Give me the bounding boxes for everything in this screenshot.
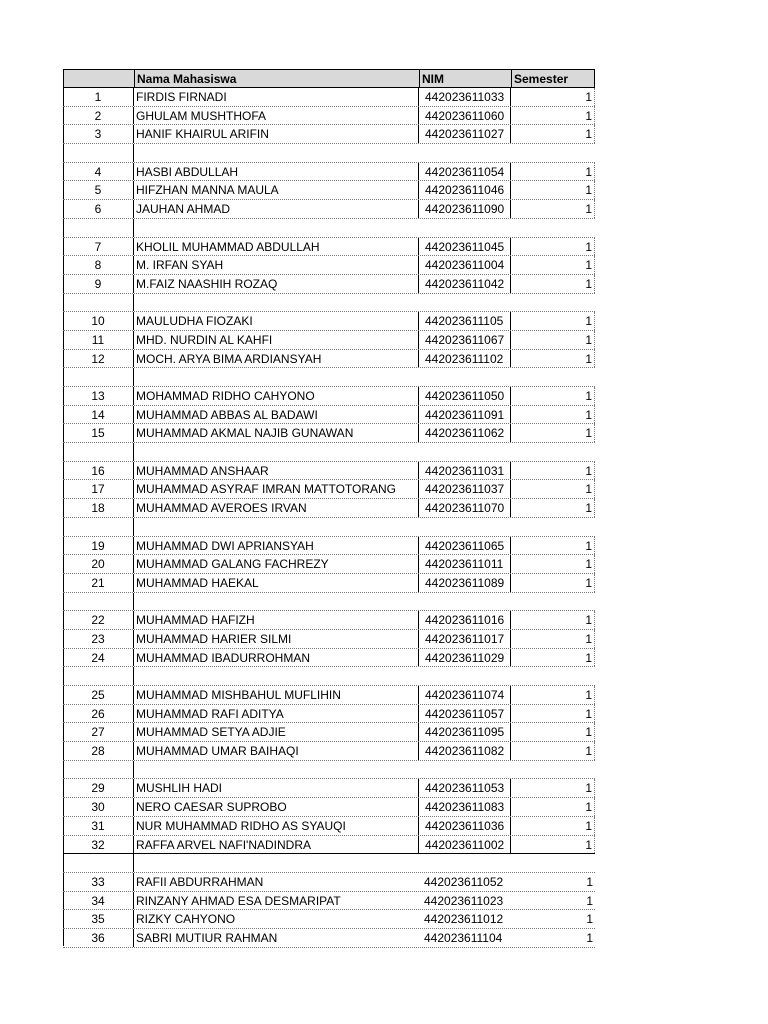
table-row [63,910,595,929]
student-name: MOCH. ARYA BIMA ARDIANSYAH [133,350,418,368]
row-number: 26 [91,706,105,721]
student-nim [418,368,510,386]
student-semester: 1 [510,742,595,760]
row-number: 29 [91,781,105,796]
row-number: 36 [91,930,105,945]
student-semester: 1 [510,555,595,573]
student-nim: 442023611083 [418,798,510,816]
student-name: MUHAMMAD HAEKAL [133,574,418,592]
student-nim: 442023611029 [418,649,510,667]
table-row [63,312,595,331]
student-nim: 442023611082 [418,742,510,760]
student-nim: 442023611033 [418,88,510,106]
table-spacer-row [63,443,595,462]
row-number: 5 [94,183,102,198]
row-number [63,667,133,685]
student-nim: 442023611070 [418,499,510,517]
table-row [63,256,595,275]
student-semester: 1 [510,107,595,125]
student-semester: 1 [510,723,595,741]
student-semester: 1 [510,387,595,405]
student-semester: 1 [510,406,595,424]
student-nim [418,518,510,536]
student-semester: 1 [510,779,595,797]
student-nim [418,443,510,461]
student-semester: 1 [510,480,595,498]
student-name: MUHAMMAD ANSHAAR [133,462,418,480]
row-number: 10 [91,314,105,329]
student-name: MUHAMMAD SETYA ADJIE [133,723,418,741]
student-nim: 442023611012 [424,912,504,927]
row-number: 14 [91,407,105,422]
student-semester [510,761,595,779]
student-name [133,667,418,685]
student-name: HIFZHAN MANNA MAULA [133,181,418,199]
table-row [63,705,595,724]
row-number: 32 [91,837,105,852]
student-nim: 442023611023 [424,893,504,908]
table-row [63,480,595,499]
student-nim: 442023611102 [418,350,510,368]
row-number: 3 [94,127,102,142]
row-number: 16 [91,463,105,478]
student-nim: 442023611090 [418,200,510,218]
student-name: MUHAMMAD ABBAS AL BADAWI [133,406,418,424]
student-semester: 1 [510,331,595,349]
student-name: KHOLIL MUHAMMAD ABDULLAH [133,238,418,256]
student-nim: 442023611002 [418,836,510,854]
student-nim: 442023611042 [418,275,510,293]
table-row [63,462,595,481]
row-number: 13 [91,389,105,403]
header-semester: Semester [511,70,596,87]
student-table [63,69,595,948]
student-nim [418,761,510,779]
table-row [63,723,595,742]
header-nim: NIM [419,70,511,87]
table-row [63,499,595,518]
table-row [63,929,595,948]
table-spacer-row [63,854,595,873]
student-nim [418,854,510,872]
student-name: NUR MUHAMMAD RIDHO AS SYAUQI [133,817,418,835]
student-name: MUHAMMAD DWI APRIANSYAH [133,537,418,555]
table-row [63,181,595,200]
table-spacer-row [63,518,595,537]
student-name [133,144,418,162]
student-name [133,368,418,386]
student-semester: 1 [586,930,593,945]
table-row [63,537,595,556]
student-nim: 442023611095 [418,723,510,741]
row-number: 19 [91,538,105,553]
student-name: MAULUDHA FIOZAKI [133,312,418,330]
student-name: FIRDIS FIRNADI [133,88,418,106]
student-name: MUHAMMAD UMAR BAIHAQI [133,742,418,760]
student-semester: 1 [510,630,595,648]
student-nim: 442023611089 [418,574,510,592]
student-name: MOHAMMAD RIDHO CAHYONO [133,387,418,405]
table-row [63,406,595,425]
student-name: MUHAMMAD AVEROES IRVAN [133,499,418,517]
student-name: MUHAMMAD HAFIZH [133,611,418,629]
student-name: MUHAMMAD IBADURROHMAN [133,649,418,667]
row-number [63,518,133,536]
row-number: 17 [91,482,105,497]
student-nim: 442023611045 [418,238,510,256]
student-name: M.FAIZ NAASHIH ROZAQ [133,275,418,293]
student-name: RIZKY CAHYONO [133,910,418,928]
student-semester [510,219,595,237]
student-name: MUHAMMAD RAFI ADITYA [133,705,418,723]
table-row [63,555,595,574]
student-semester: 1 [510,499,595,517]
row-number: 28 [91,744,105,759]
student-name: MUHAMMAD GALANG FACHREZY [133,555,418,573]
student-semester [510,443,595,461]
table-spacer-row [63,219,595,238]
student-semester: 1 [510,798,595,816]
table-row [63,798,595,817]
student-nim: 442023611067 [418,331,510,349]
student-nim: 442023611046 [418,181,510,199]
student-nim: 442023611004 [418,256,510,274]
student-name: HANIF KHAIRUL ARIFIN [133,125,418,143]
student-name: JAUHAN AHMAD [133,200,418,218]
row-number: 2 [94,108,102,123]
row-number: 4 [94,164,102,179]
student-name: MUHAMMAD HARIER SILMI [133,630,418,648]
table-row [63,574,595,593]
student-semester: 1 [510,611,595,629]
student-nim [418,667,510,685]
table-spacer-row [63,761,595,780]
student-semester: 1 [510,256,595,274]
student-name: SABRI MUTIUR RAHMAN [133,929,418,947]
row-number: 15 [91,426,105,441]
table-row [63,88,595,107]
student-semester [510,294,595,312]
student-name: MUHAMMAD MISHBAHUL MUFLIHIN [133,686,418,704]
row-number: 8 [94,258,102,273]
student-name [133,294,418,312]
row-number: 9 [94,276,102,291]
student-nim: 442023611062 [418,424,510,442]
student-name: RINZANY AHMAD ESA DESMARIPAT [133,892,418,910]
student-semester: 1 [510,200,595,218]
row-number: 18 [91,501,105,516]
student-semester: 1 [510,424,595,442]
student-nim: 442023611050 [418,387,510,405]
student-semester: 1 [510,462,595,480]
row-number: 25 [91,688,105,702]
student-semester: 1 [510,574,595,592]
table-spacer-row [63,667,595,686]
table-spacer-row [63,144,595,163]
student-semester: 1 [510,817,595,835]
student-nim: 442023611017 [418,630,510,648]
student-semester: 1 [586,912,593,927]
row-number [63,144,133,162]
table-row [63,836,595,855]
row-number: 30 [91,800,105,815]
row-number [63,443,133,461]
table-row [63,424,595,443]
table-row [63,686,595,705]
row-number: 7 [94,239,102,254]
row-number [63,854,133,872]
student-nim: 442023611105 [418,312,510,330]
header-name: Nama Mahasiswa [134,70,419,87]
table-row [63,331,595,350]
student-nim [418,219,510,237]
student-semester: 1 [510,238,595,256]
student-nim [418,144,510,162]
student-semester: 1 [510,163,595,181]
student-nim: 442023611054 [418,163,510,181]
student-semester: 1 [510,705,595,723]
student-name: MUHAMMAD AKMAL NAJIB GUNAWAN [133,424,418,442]
student-nim: 442023611091 [418,406,510,424]
student-nim: 442023611057 [418,705,510,723]
table-row [63,275,595,294]
row-number: 34 [91,893,105,908]
table-row [63,107,595,126]
student-name [133,219,418,237]
student-semester: 1 [510,125,595,143]
student-semester: 1 [510,275,595,293]
student-semester [510,518,595,536]
student-semester: 1 [510,312,595,330]
student-name: MHD. NURDIN AL KAHFI [133,331,418,349]
table-row [63,817,595,836]
student-semester: 1 [510,686,595,704]
student-nim: 442023611104 [424,930,503,945]
row-number [63,593,133,611]
student-nim: 442023611053 [418,779,510,797]
student-semester [510,667,595,685]
student-nim: 442023611031 [418,462,510,480]
table-row [63,163,595,182]
table-row [63,873,595,892]
row-number: 6 [94,202,102,217]
row-number: 31 [91,818,105,833]
student-name [133,854,418,872]
student-nim: 442023611036 [418,817,510,835]
table-row [63,238,595,257]
student-semester: 1 [510,350,595,368]
student-semester: 1 [510,537,595,555]
student-semester: 1 [510,836,595,854]
row-number: 35 [91,912,105,927]
student-nim: 442023611065 [418,537,510,555]
student-name: RAFFA ARVEL NAFI'NADINDRA [133,836,418,854]
student-semester: 1 [510,88,595,106]
student-nim: 442023611027 [418,125,510,143]
table-row [63,387,595,406]
table-row [63,630,595,649]
student-semester: 1 [586,874,593,889]
student-nim: 442023611074 [418,686,510,704]
header-number [64,70,134,87]
student-name: NERO CAESAR SUPROBO [133,798,418,816]
row-number [63,219,133,237]
table-row [63,611,595,630]
student-nim [418,294,510,312]
student-nim: 442023611011 [418,555,510,573]
row-number [63,294,133,312]
table-row [63,892,595,911]
student-name: GHULAM MUSHTHOFA [133,107,418,125]
student-name [133,443,418,461]
row-number [63,761,133,779]
row-number: 23 [91,631,105,646]
student-semester: 1 [510,649,595,667]
table-row [63,125,595,144]
student-semester [510,368,595,386]
table-spacer-row [63,593,595,612]
table-spacer-row [63,294,595,313]
student-nim [418,593,510,611]
table-row [63,200,595,219]
student-name: MUSHLIH HADI [133,779,418,797]
student-name: M. IRFAN SYAH [133,256,418,274]
student-semester: 1 [510,181,595,199]
row-number [63,368,133,386]
row-number: 24 [91,650,105,665]
row-number: 27 [91,725,105,740]
row-number: 20 [91,557,105,572]
row-number: 12 [91,351,105,366]
student-name: MUHAMMAD ASYRAF IMRAN MATTOTORANG [133,480,418,498]
student-nim: 442023611052 [424,874,504,889]
student-semester [510,854,595,872]
row-number: 22 [91,613,105,628]
row-number: 21 [91,575,105,590]
table-row [63,742,595,761]
row-number: 1 [94,90,102,104]
student-name [133,518,418,536]
table-row [63,779,595,798]
student-name: RAFII ABDURRAHMAN [133,873,418,891]
table-row [63,350,595,369]
table-row [63,649,595,668]
table-spacer-row [63,368,595,387]
student-name: HASBI ABDULLAH [133,163,418,181]
student-semester: 1 [586,893,593,908]
row-number: 33 [91,874,105,889]
student-semester [510,593,595,611]
student-name [133,593,418,611]
student-nim: 442023611037 [418,480,510,498]
table-header-row [63,69,595,88]
row-number: 11 [91,332,105,347]
student-nim: 442023611060 [418,107,510,125]
student-semester [510,144,595,162]
student-nim: 442023611016 [418,611,510,629]
student-name [133,761,418,779]
